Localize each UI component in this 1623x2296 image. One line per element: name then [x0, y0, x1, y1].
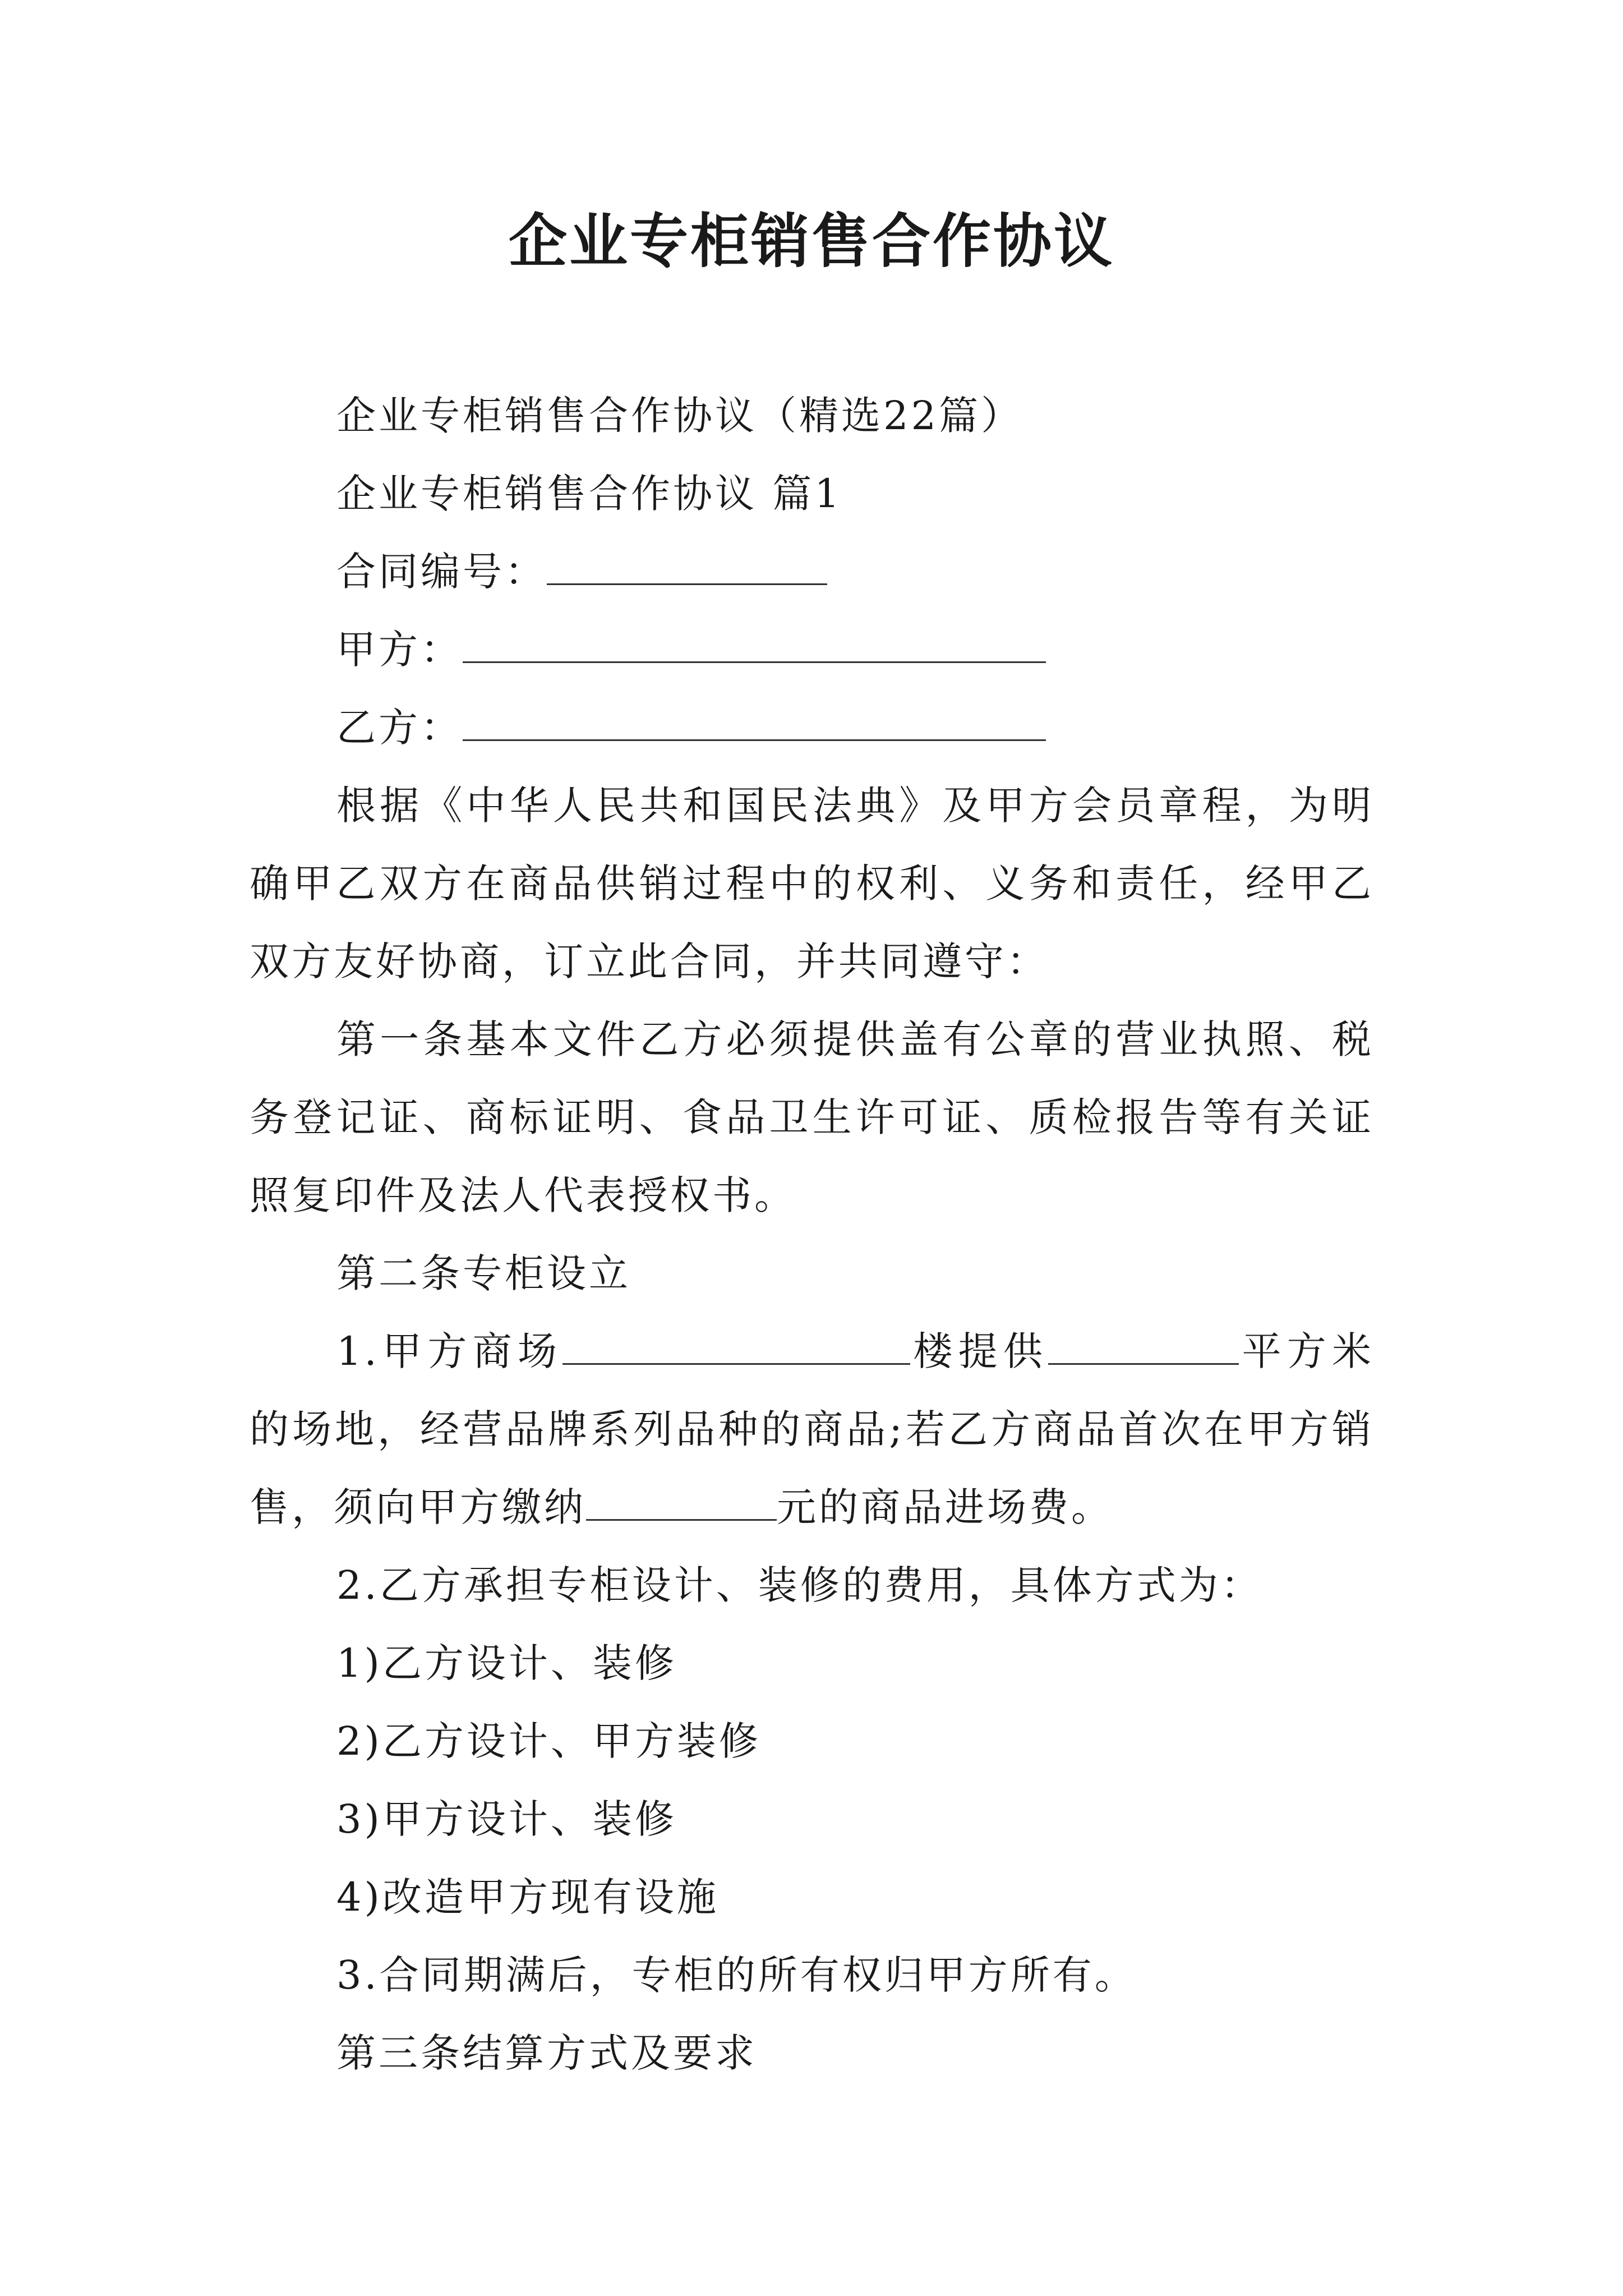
article-1-paragraph: 第一条基本文件乙方必须提供盖有公章的营业执照、税务登记证、商标证明、食品卫生许可证、质检报告等有关证照复印件及法人代表授权书。 [250, 1016, 1374, 1218]
contract-number-line [250, 533, 1374, 611]
item-1-text-c: 平方米的场地，经营品牌系列品种的商品;若乙方商品首次在甲方销售，须向甲方缴纳 [250, 1328, 1375, 1530]
intro-paragraph: 根据《中华人民共和国民法典》及甲方会员章程，为明确甲乙双方在商品供销过程中的权利、义务和责任，经甲乙双方友好协商，订立此合同，并共同遵守： [250, 783, 1374, 984]
option-3: 3)甲方设计、装修 [336, 1796, 677, 1842]
option-2: 2)乙方设计、甲方装修 [336, 1718, 761, 1764]
party-b-label: 乙方： [336, 705, 463, 751]
party-a-label: 甲方： [336, 627, 463, 673]
contract-number-blank [547, 548, 827, 585]
contract-number-label: 合同编号： [336, 549, 547, 595]
article-2-item-3: 3.合同期满后，专柜的所有权归甲方所有。 [336, 1952, 1137, 1998]
party-a-blank [463, 626, 1046, 663]
floor-blank [562, 1328, 910, 1365]
article-2-heading: 第二条专柜设立 [336, 1250, 631, 1296]
document-body [250, 377, 1374, 2092]
party-a-line [250, 611, 1374, 689]
party-b-line [250, 689, 1374, 767]
document-title: 企业专柜销售合作协议 [508, 206, 1114, 275]
item-1-text-d: 元的商品进场费。 [777, 1484, 1113, 1530]
party-b-blank [463, 704, 1046, 741]
entry-fee-blank [586, 1484, 777, 1521]
option-4: 4)改造甲方现有设施 [336, 1874, 719, 1920]
subtitle-line: 企业专柜销售合作协议（精选22篇） [336, 393, 1023, 439]
area-blank [1048, 1328, 1239, 1365]
chapter-heading: 企业专柜销售合作协议 篇1 [336, 471, 842, 517]
item-1-text-a: 1.甲方商场 [336, 1328, 563, 1374]
article-2-item-2: 2.乙方承担专柜设计、装修的费用，具体方式为： [336, 1562, 1263, 1608]
option-1: 1)乙方设计、装修 [336, 1640, 677, 1686]
item-1-text-b: 楼提供 [910, 1328, 1049, 1374]
article-3-heading: 第三条结算方式及要求 [336, 2030, 757, 2076]
article-2-item-1 [250, 1313, 1374, 1547]
